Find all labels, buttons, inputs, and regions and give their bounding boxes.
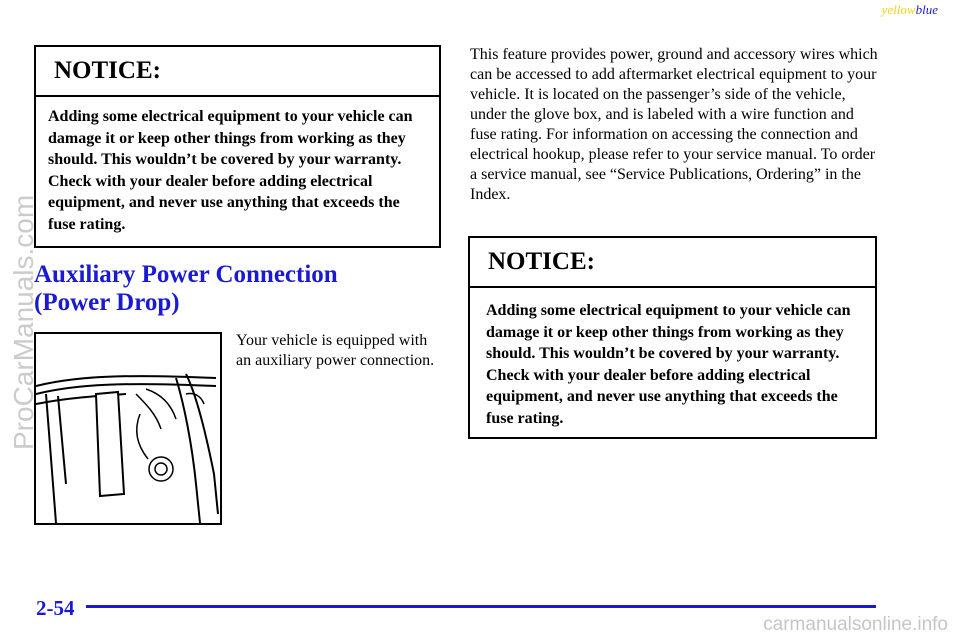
notice-title: NOTICE: <box>470 238 875 288</box>
section-title: Auxiliary Power Connection (Power Drop) <box>34 261 338 316</box>
notice-title: NOTICE: <box>36 47 439 97</box>
header-tag-blue: blue <box>915 2 938 17</box>
header-color-tag <box>882 2 938 18</box>
notice-body: Adding some electrical equipment to your vehicle can damage it or keep other things from working as they should. This wouldn’t be covered by your warranty. Check with your dealer before adding electrical equipment, and never use anything that exceeds the fuse rating. <box>48 108 413 233</box>
description-paragraph: This feature provides power, ground and accessory wires which can be accessed to add aftermarket electrical equipment to your vehicle. It is located on the passenger’s side of the vehicle, under the glove box, and is labeled with a wire function and fuse rating. For information on accessing the connection and electrical hookup, please refer to your service manual. To order a service manual, see “Service Publications, Ordering” in the Index. <box>470 46 878 203</box>
watermark-bottom: carmanualsonline.info <box>763 614 948 635</box>
intro-text: Your vehicle is equipped with an auxiliary power connection. <box>236 332 435 369</box>
notice-box-right <box>468 236 877 439</box>
footer-rule <box>86 605 876 608</box>
notice-box-left <box>34 45 441 248</box>
notice-body: Adding some electrical equipment to your vehicle can damage it or keep other things from working as they should. This wouldn’t be covered by your warranty. Check with your dealer before adding electrical equipment, and never use anything that exceeds the fuse rating. <box>486 302 851 427</box>
power-drop-illustration <box>34 332 222 525</box>
page-number: 2-54 <box>36 596 75 620</box>
header-tag-yellow: yellow <box>881 2 916 17</box>
watermark-vertical: ProCarManuals.com <box>8 194 39 450</box>
wiring-harness-drawing <box>36 334 220 523</box>
